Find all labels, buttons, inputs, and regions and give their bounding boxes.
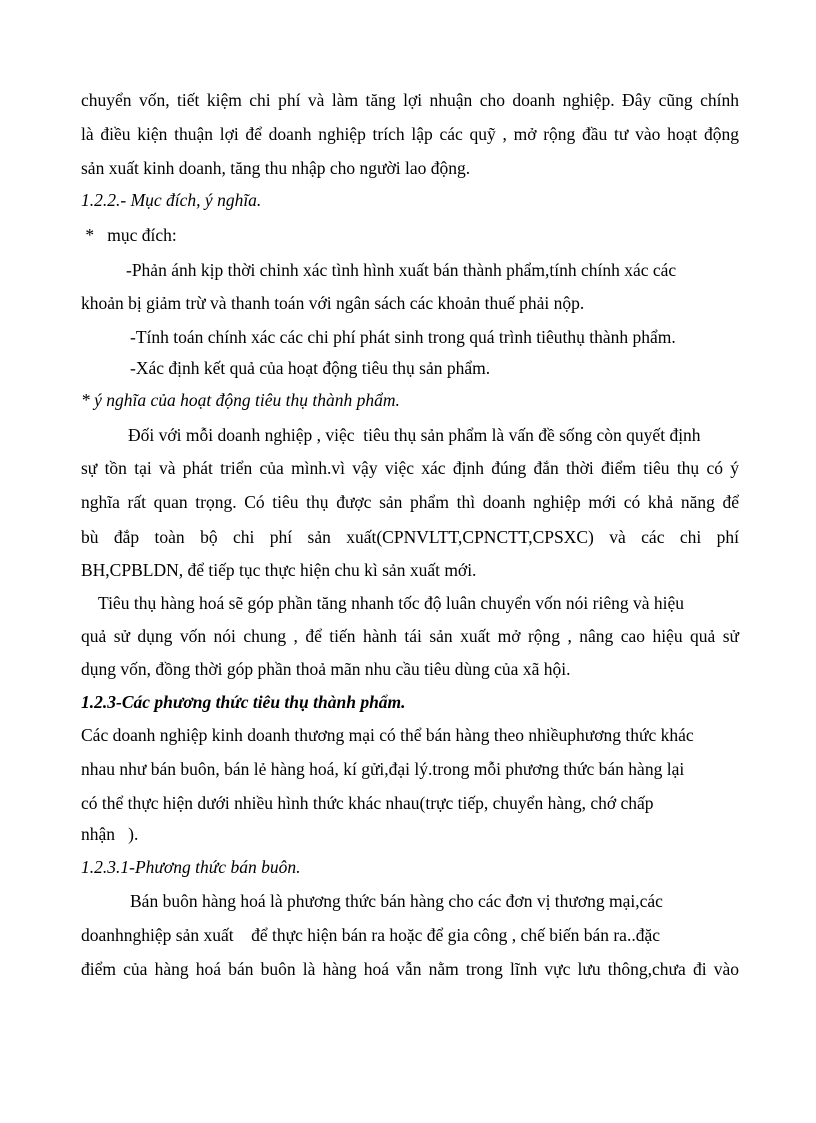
body-text-line: có thể thực hiện dưới nhiều hình thức khác nhau(trực tiếp, chuyển hàng, chớ chấp xyxy=(81,793,654,813)
body-text-line: bù đắp toàn bộ chi phí sản xuất(CPNVLTT,CPNCTT,CPSXC) và các chi phí xyxy=(81,527,739,547)
list-item: -Xác định kết quả của hoạt động tiêu thụ sản phẩm. xyxy=(130,358,491,378)
body-text-line: điểm của hàng hoá bán buôn là hàng hoá vẫn nằm trong lĩnh vực lưu thông,chưa đi vào xyxy=(81,959,739,979)
section-heading: 1.2.2.- Mục đích, ý nghĩa. xyxy=(81,190,262,210)
list-item: -Phản ánh kịp thời chinh xác tình hình xuất bán thành phẩm,tính chính xác các xyxy=(126,260,677,280)
body-text-line: nhau như bán buôn, bán lẻ hàng hoá, kí gửi,đại lý.trong mỗi phương thức bán hàng lại xyxy=(81,759,685,779)
body-text-line: Các doanh nghiệp kinh doanh thương mại có thể bán hàng theo nhiềuphương thức khác xyxy=(81,725,694,745)
body-text-line: sự tồn tại và phát triển của mình.vì vậy việc xác định đúng đắn thời điểm tiêu thụ có ý xyxy=(81,458,739,478)
body-text-line: khoản bị giảm trừ và thanh toán với ngân sách các khoản thuế phải nộp. xyxy=(81,293,585,313)
section-heading: * ý nghĩa của hoạt động tiêu thụ thành phẩm. xyxy=(81,390,400,410)
section-heading: 1.2.3-Các phương thức tiêu thụ thành phẩm. xyxy=(81,692,406,712)
body-text-line: chuyển vốn, tiết kiệm chi phí và làm tăng lợi nhuận cho doanh nghiệp. Đây cũng chính xyxy=(81,90,739,110)
body-text-line: Đối với mỗi doanh nghiệp , việc tiêu thụ sản phẩm là vấn đề sống còn quyết định xyxy=(128,425,701,445)
body-text-line: doanhnghiệp sản xuất để thực hiện bán ra hoặc để gia công , chế biến bán ra..đặc xyxy=(81,925,660,945)
body-text-line: Tiêu thụ hàng hoá sẽ góp phần tăng nhanh tốc độ luân chuyển vốn nói riêng và hiệu xyxy=(98,593,684,613)
body-text-line: dụng vốn, đồng thời góp phần thoả mãn nhu cầu tiêu dùng của xã hội. xyxy=(81,659,571,679)
section-heading: 1.2.3.1-Phương thức bán buôn. xyxy=(81,857,301,877)
list-label: * mục đích: xyxy=(81,225,177,245)
body-text-line: là điều kiện thuận lợi để doanh nghiệp trích lập các quỹ , mở rộng đầu tư vào hoạt động xyxy=(81,124,739,144)
body-text-line: nghĩa rất quan trọng. Có tiêu thụ được sản phẩm thì doanh nghiệp mới có khả năng để xyxy=(81,492,739,512)
list-item: -Tính toán chính xác các chi phí phát sinh trong quá trình tiêuthụ thành phẩm. xyxy=(130,327,676,347)
body-text-line: nhận ). xyxy=(81,824,139,844)
body-text-line: BH,CPBLDN, để tiếp tục thực hiện chu kì sản xuất mới. xyxy=(81,560,477,580)
body-text-line: sản xuất kinh doanh, tăng thu nhập cho người lao động. xyxy=(81,158,471,178)
body-text-line: Bán buôn hàng hoá là phương thức bán hàng cho các đơn vị thương mại,các xyxy=(130,891,663,911)
body-text-line: quả sử dụng vốn nói chung , để tiến hành tái sản xuất mở rộng , nâng cao hiệu quả sử xyxy=(81,626,739,646)
